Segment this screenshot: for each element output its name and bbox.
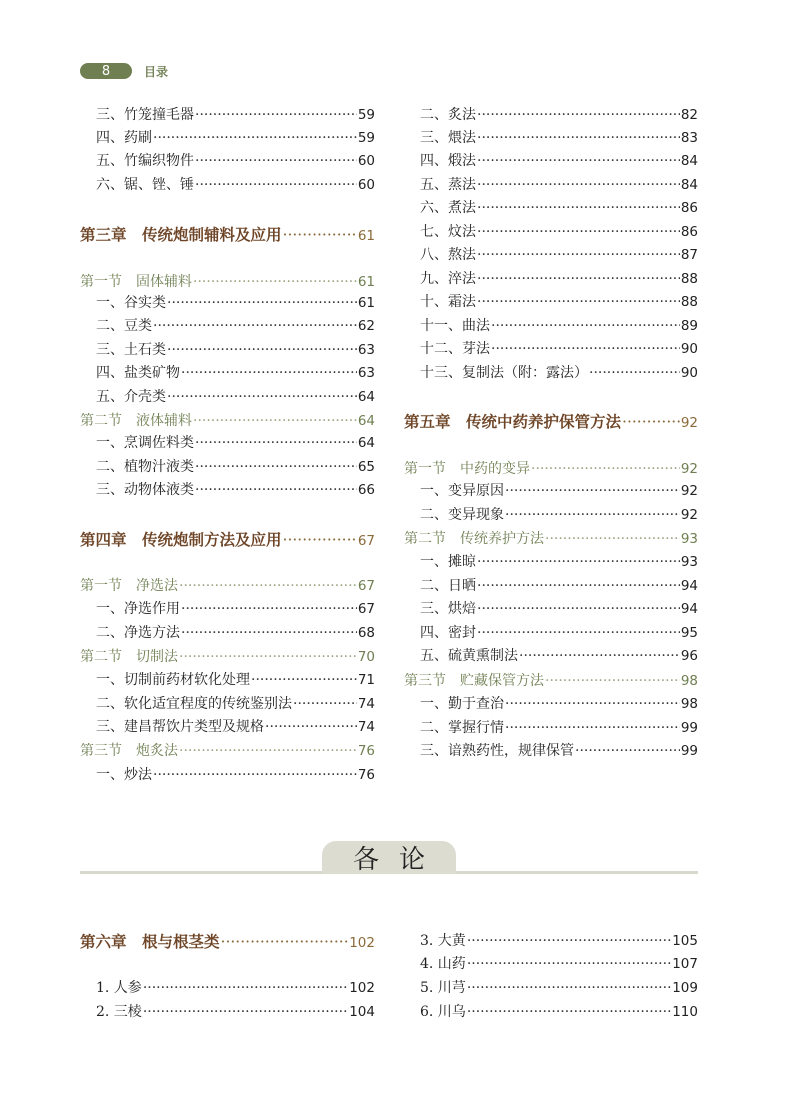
toc-section-row: [404, 458, 698, 480]
dot-leader: [505, 720, 680, 736]
toc-item-row: [80, 764, 375, 786]
toc-entry-title: 二、净选方法: [96, 625, 180, 641]
toc-item-row: [80, 693, 375, 715]
header-title: 目录: [144, 64, 169, 79]
toc-entry-title: 三、谙熟药性，规律保管: [420, 743, 574, 759]
dot-leader: [153, 767, 357, 783]
toc-page-number: 109: [672, 980, 698, 996]
toc-item-row: [80, 669, 375, 691]
dot-leader: [477, 153, 680, 169]
toc-bottom-left-column: [80, 930, 375, 1030]
toc-bottom-right-column: [404, 930, 698, 1030]
toc-item-row: [404, 645, 698, 667]
dot-leader: [477, 294, 680, 310]
toc-item-row: [80, 622, 375, 644]
toc-item-row: [80, 362, 375, 384]
toc-item-row: [404, 127, 698, 149]
toc-chapter-row: [80, 930, 375, 952]
page-number-badge: 8: [80, 63, 132, 79]
dot-leader: [545, 531, 680, 547]
toc-item-row: [404, 740, 698, 762]
toc-item-row: [404, 717, 698, 739]
toc-page-number: 104: [349, 1004, 375, 1020]
dot-leader: [293, 696, 357, 712]
toc-entry-title: 一、勤于查治: [420, 696, 504, 712]
toc-page-number: 110: [672, 1004, 698, 1020]
section-heading-bar: [80, 838, 698, 878]
dot-leader: [589, 365, 680, 381]
toc-page-number: 94: [680, 601, 698, 617]
toc-page-number: 60: [357, 177, 375, 193]
dot-leader: [467, 1004, 671, 1020]
toc-item-row: [404, 575, 698, 597]
dot-leader: [143, 1004, 348, 1020]
toc-page-number: 98: [680, 673, 698, 689]
toc-page-number: 90: [680, 365, 698, 381]
toc-entry-title: 3. 大黄: [420, 933, 466, 949]
toc-entry-title: 第四章 传统炮制方法及应用: [80, 530, 282, 549]
dot-leader: [467, 933, 671, 949]
dot-leader: [143, 980, 348, 996]
toc-item-row: [404, 480, 698, 502]
toc-page-number: 59: [357, 130, 375, 146]
toc-entry-title: 四、药刷: [96, 130, 152, 146]
toc-page-number: 59: [357, 107, 375, 123]
dot-leader: [195, 459, 357, 475]
toc-page-number: 68: [357, 625, 375, 641]
toc-entry-title: 1. 人参: [96, 980, 142, 996]
toc-page-number: 76: [357, 743, 375, 759]
page-header: [80, 62, 168, 80]
toc-page-number: 82: [680, 107, 698, 123]
toc-entry-title: 十三、复制法（附：露法）: [420, 365, 588, 381]
toc-entry-title: 一、摊晾: [420, 554, 476, 570]
toc-section-row: [80, 740, 375, 762]
toc-entry-title: 二、炙法: [420, 107, 476, 123]
toc-item-row: [404, 977, 698, 999]
toc-page-number: 92: [680, 507, 698, 523]
toc-entry-title: 四、密封: [420, 625, 476, 641]
dot-leader: [195, 177, 357, 193]
toc-page-number: 94: [680, 578, 698, 594]
toc-entry-title: 三、竹笼撞毛器: [96, 107, 194, 123]
toc-section-row: [80, 271, 375, 293]
dot-leader: [545, 673, 680, 689]
dot-leader: [477, 177, 680, 193]
toc-item-row: [80, 598, 375, 620]
toc-entry-title: 四、盐类矿物: [96, 365, 180, 381]
toc-page-number: 102: [349, 935, 375, 951]
toc-entry-title: 五、硫黄熏制法: [420, 648, 518, 664]
toc-entry-title: 二、变异现象: [420, 507, 504, 523]
dot-leader: [195, 482, 357, 498]
toc-left-column: [80, 104, 375, 794]
toc-item-row: [404, 598, 698, 620]
toc-entry-title: 一、变异原因: [420, 483, 504, 499]
toc-page-number: 95: [680, 625, 698, 641]
toc-item-row: [404, 221, 698, 243]
toc-page-number: 98: [680, 696, 698, 712]
toc-page-number: 88: [680, 294, 698, 310]
toc-item-row: [80, 479, 375, 501]
toc-entry-title: 2. 三棱: [96, 1004, 142, 1020]
toc-item-row: [404, 930, 698, 952]
toc-item-row: [404, 174, 698, 196]
dot-leader: [622, 413, 680, 431]
toc-section-row: [404, 528, 698, 550]
toc-entry-title: 第一节 中药的变异: [404, 461, 530, 477]
dot-leader: [195, 153, 357, 169]
dot-leader: [153, 318, 357, 334]
toc-page-number: 87: [680, 247, 698, 263]
toc-page-number: 84: [680, 177, 698, 193]
toc-entry-title: 三、煨法: [420, 130, 476, 146]
toc-entry-title: 一、切制前药材软化处理: [96, 672, 250, 688]
dot-leader: [477, 224, 680, 240]
toc-item-row: [80, 150, 375, 172]
toc-page-number: 62: [357, 318, 375, 334]
toc-page-number: 96: [680, 648, 698, 664]
toc-page-number: 99: [680, 720, 698, 736]
toc-entry-title: 六、锯、锉、锤: [96, 177, 194, 193]
dot-leader: [575, 743, 680, 759]
toc-page-number: 60: [357, 153, 375, 169]
toc-entry-title: 第一节 固体辅料: [80, 274, 192, 290]
toc-item-row: [404, 551, 698, 573]
dot-leader: [477, 247, 680, 263]
toc-item-row: [404, 622, 698, 644]
toc-item-row: [404, 338, 698, 360]
dot-leader: [153, 130, 357, 146]
toc-page-number: 93: [680, 531, 698, 547]
toc-entry-title: 一、谷实类: [96, 295, 166, 311]
dot-leader: [193, 413, 357, 429]
toc-item-row: [404, 693, 698, 715]
dot-leader: [283, 531, 357, 549]
toc-section-row: [80, 646, 375, 668]
dot-leader: [477, 578, 680, 594]
dot-leader: [477, 107, 680, 123]
toc-page-number: 92: [680, 483, 698, 499]
toc-entry-title: 三、动物体液类: [96, 482, 194, 498]
dot-leader: [179, 743, 357, 759]
toc-page-number: 107: [672, 956, 698, 972]
toc-entry-title: 三、建昌帮饮片类型及规格: [96, 719, 264, 735]
dot-leader: [265, 719, 357, 735]
dot-leader: [193, 274, 357, 290]
toc-page-number: 61: [357, 274, 375, 290]
dot-leader: [251, 672, 357, 688]
dot-leader: [467, 980, 671, 996]
toc-page-number: 64: [357, 413, 375, 429]
toc-item-row: [80, 315, 375, 337]
toc-section-row: [404, 670, 698, 692]
dot-leader: [477, 271, 680, 287]
toc-page-number: 67: [357, 601, 375, 617]
toc-entry-title: 第二节 液体辅料: [80, 413, 192, 429]
toc-page-number: 67: [357, 533, 375, 549]
toc-page-number: 86: [680, 224, 698, 240]
toc-entry-title: 九、淬法: [420, 271, 476, 287]
toc-entry-title: 二、软化适宜程度的传统鉴别法: [96, 696, 292, 712]
toc-page-number: 64: [357, 435, 375, 451]
toc-chapter-row: [404, 410, 698, 432]
toc-page-number: 84: [680, 153, 698, 169]
toc-page-number: 74: [357, 719, 375, 735]
toc-entry-title: 三、烘焙: [420, 601, 476, 617]
toc-entry-title: 二、豆类: [96, 318, 152, 334]
toc-page-number: 65: [357, 459, 375, 475]
toc-item-row: [404, 315, 698, 337]
toc-page-number: 67: [357, 578, 375, 594]
toc-chapter-row: [80, 223, 375, 245]
toc-item-row: [80, 386, 375, 408]
toc-item-row: [404, 291, 698, 313]
toc-entry-title: 一、炒法: [96, 767, 152, 783]
dot-leader: [531, 461, 680, 477]
toc-entry-title: 第三节 贮藏保管方法: [404, 673, 544, 689]
toc-page-number: 66: [357, 482, 375, 498]
toc-right-column: [404, 104, 698, 794]
toc-item-row: [404, 504, 698, 526]
toc-entry-title: 五、介壳类: [96, 389, 166, 405]
dot-leader: [491, 341, 680, 357]
toc-page-number: 74: [357, 696, 375, 712]
toc-entry-title: 六、煮法: [420, 200, 476, 216]
toc-entry-title: 七、炆法: [420, 224, 476, 240]
toc-page-number: 83: [680, 130, 698, 146]
toc-page-number: 70: [357, 649, 375, 665]
dot-leader: [195, 435, 357, 451]
toc-entry-title: 十、霜法: [420, 294, 476, 310]
toc-item-row: [80, 432, 375, 454]
toc-entry-title: 第一节 净选法: [80, 578, 178, 594]
toc-entry-title: 八、熬法: [420, 247, 476, 263]
toc-entry-title: 一、净选作用: [96, 601, 180, 617]
toc-entry-title: 第二节 传统养护方法: [404, 531, 544, 547]
toc-entry-title: 十一、曲法: [420, 318, 490, 334]
dot-leader: [505, 696, 680, 712]
toc-item-row: [80, 1001, 375, 1023]
toc-entry-title: 第三章 传统炮制辅料及应用: [80, 225, 282, 244]
toc-entry-title: 十二、芽法: [420, 341, 490, 357]
toc-page-number: 86: [680, 200, 698, 216]
toc-section-row: [80, 410, 375, 432]
dot-leader: [181, 625, 357, 641]
toc-page-number: 89: [680, 318, 698, 334]
section-heading: 各论: [322, 841, 456, 874]
toc-item-row: [404, 104, 698, 126]
toc-entry-title: 4. 山药: [420, 956, 466, 972]
dot-leader: [283, 226, 357, 244]
dot-leader: [167, 389, 357, 405]
toc-page-number: 63: [357, 342, 375, 358]
toc-page-number: 93: [680, 554, 698, 570]
toc-entry-title: 二、掌握行情: [420, 720, 504, 736]
dot-leader: [477, 625, 680, 641]
toc-page-number: 105: [672, 933, 698, 949]
dot-leader: [467, 956, 671, 972]
toc-item-row: [404, 268, 698, 290]
toc-item-row: [404, 197, 698, 219]
toc-entry-title: 第二节 切制法: [80, 649, 178, 665]
toc-item-row: [80, 127, 375, 149]
dot-leader: [505, 507, 680, 523]
toc-page-number: 71: [357, 672, 375, 688]
toc-entry-title: 二、植物汁液类: [96, 459, 194, 475]
toc-entry-title: 四、煅法: [420, 153, 476, 169]
toc-entry-title: 6. 川乌: [420, 1004, 466, 1020]
toc-item-row: [404, 150, 698, 172]
toc-chapter-row: [80, 528, 375, 550]
toc-page-number: 92: [680, 415, 698, 431]
dot-leader: [477, 200, 680, 216]
toc-item-row: [80, 456, 375, 478]
toc-page-number: 61: [357, 228, 375, 244]
toc-page-number: 76: [357, 767, 375, 783]
toc-page-number: 64: [357, 389, 375, 405]
dot-leader: [519, 648, 680, 664]
dot-leader: [195, 107, 357, 123]
toc-page-number: 92: [680, 461, 698, 477]
dot-leader: [179, 649, 357, 665]
dot-leader: [477, 130, 680, 146]
toc-page-number: 88: [680, 271, 698, 287]
toc-entry-title: 五、竹编织物件: [96, 153, 194, 169]
dot-leader: [477, 601, 680, 617]
dot-leader: [181, 601, 357, 617]
toc-item-row: [404, 1001, 698, 1023]
dot-leader: [167, 295, 357, 311]
toc-section-row: [80, 575, 375, 597]
toc-entry-title: 五、蒸法: [420, 177, 476, 193]
toc-item-row: [404, 953, 698, 975]
toc-item-row: [80, 716, 375, 738]
toc-page-number: 61: [357, 295, 375, 311]
dot-leader: [477, 554, 680, 570]
toc-entry-title: 一、烹调佐料类: [96, 435, 194, 451]
toc-item-row: [80, 174, 375, 196]
toc-page-number: 102: [349, 980, 375, 996]
dot-leader: [221, 933, 349, 951]
toc-item-row: [404, 362, 698, 384]
toc-entry-title: 第六章 根与根茎类: [80, 932, 220, 951]
dot-leader: [167, 342, 357, 358]
toc-entry-title: 第五章 传统中药养护保管方法: [404, 412, 622, 431]
toc-item-row: [80, 104, 375, 126]
dot-leader: [179, 578, 357, 594]
toc-item-row: [80, 339, 375, 361]
toc-item-row: [404, 244, 698, 266]
toc-entry-title: 第三节 炮炙法: [80, 743, 178, 759]
toc-entry-title: 二、日晒: [420, 578, 476, 594]
toc-entry-title: 5. 川芎: [420, 980, 466, 996]
dot-leader: [505, 483, 680, 499]
dot-leader: [491, 318, 680, 334]
toc-page-number: 63: [357, 365, 375, 381]
toc-page-number: 90: [680, 341, 698, 357]
toc-page-number: 99: [680, 743, 698, 759]
toc-item-row: [80, 292, 375, 314]
dot-leader: [181, 365, 357, 381]
toc-item-row: [80, 977, 375, 999]
toc-entry-title: 三、土石类: [96, 342, 166, 358]
